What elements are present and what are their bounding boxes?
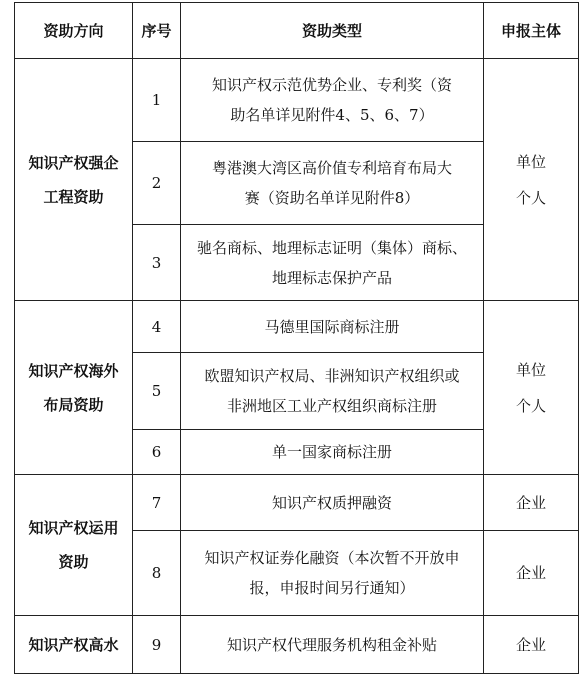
direction-cell (15, 475, 133, 616)
seq-cell: 7 (133, 475, 181, 531)
type-line: 马德里国际商标注册 (264, 317, 400, 336)
type-cell (181, 353, 484, 430)
seq-cell: 3 (133, 225, 181, 301)
direction-line: 知识产权运用 (28, 519, 119, 537)
type-cell (181, 59, 484, 142)
type-line: 赛（资助名单详见附件8） (244, 189, 420, 207)
seq-cell: 1 (133, 59, 181, 142)
type-line: 单一国家商标注册 (271, 443, 392, 461)
type-cell (181, 225, 484, 301)
type-line: 助名单详见附件4、5、6、7） (230, 106, 434, 124)
header-direction: 资助方向 (15, 3, 133, 59)
header-subject: 申报主体 (484, 3, 579, 59)
subject-line: 单位 (515, 152, 546, 171)
header-row (15, 3, 579, 59)
type-line: 粤港澳大湾区高价值专利培育布局大 (211, 159, 452, 177)
seq-cell: 8 (133, 531, 181, 616)
type-cell (181, 475, 484, 531)
header-type: 资助类型 (181, 3, 484, 59)
subject-cell: 企业 (484, 531, 579, 616)
seq-cell: 4 (133, 301, 181, 353)
subject-cell: 企业 (484, 475, 579, 531)
seq-cell: 2 (133, 142, 181, 225)
type-cell (181, 301, 484, 353)
subject-cell (484, 59, 579, 301)
direction-line: 知识产权海外 (28, 361, 119, 380)
type-cell (181, 531, 484, 616)
subject-line: 单位 (515, 360, 546, 379)
subject-line: 个人 (515, 396, 546, 415)
direction-line: 知识产权强企 (28, 153, 119, 172)
funding-table (14, 2, 579, 674)
type-line: 欧盟知识产权局、非洲知识产权组织或 (204, 367, 460, 385)
type-cell (181, 142, 484, 225)
type-line: 知识产权示范优势企业、专利奖（资 (211, 76, 452, 94)
type-line: 驰名商标、地理标志证明（集体）商标、 (196, 238, 467, 257)
type-line: 非洲地区工业产权组织商标注册 (226, 397, 437, 415)
seq-cell: 9 (133, 616, 181, 674)
type-line: 知识产权代理服务机构租金补贴 (226, 635, 437, 654)
direction-line: 知识产权高水 (28, 635, 119, 654)
seq-cell: 6 (133, 430, 181, 475)
type-line: 知识产权证券化融资（本次暂不开放申 (204, 549, 460, 567)
type-cell (181, 430, 484, 475)
subject-cell: 企业 (484, 616, 579, 674)
subject-line: 个人 (515, 188, 546, 207)
direction-cell (15, 616, 133, 674)
header-seq: 序号 (133, 3, 181, 59)
type-line: 报，申报时间另行通知） (249, 579, 415, 597)
seq-cell: 5 (133, 353, 181, 430)
subject-cell (484, 301, 579, 475)
table-row (15, 301, 579, 353)
direction-cell (15, 301, 133, 475)
type-line: 地理标志保护产品 (271, 268, 392, 287)
direction-line: 资助 (58, 553, 89, 571)
direction-line: 工程资助 (43, 187, 104, 206)
type-line: 知识产权质押融资 (271, 493, 392, 512)
direction-line: 布局资助 (43, 395, 104, 414)
table-row (15, 59, 579, 142)
direction-cell (15, 59, 133, 301)
table-row (15, 616, 579, 674)
type-cell (181, 616, 484, 674)
table-row (15, 475, 579, 531)
